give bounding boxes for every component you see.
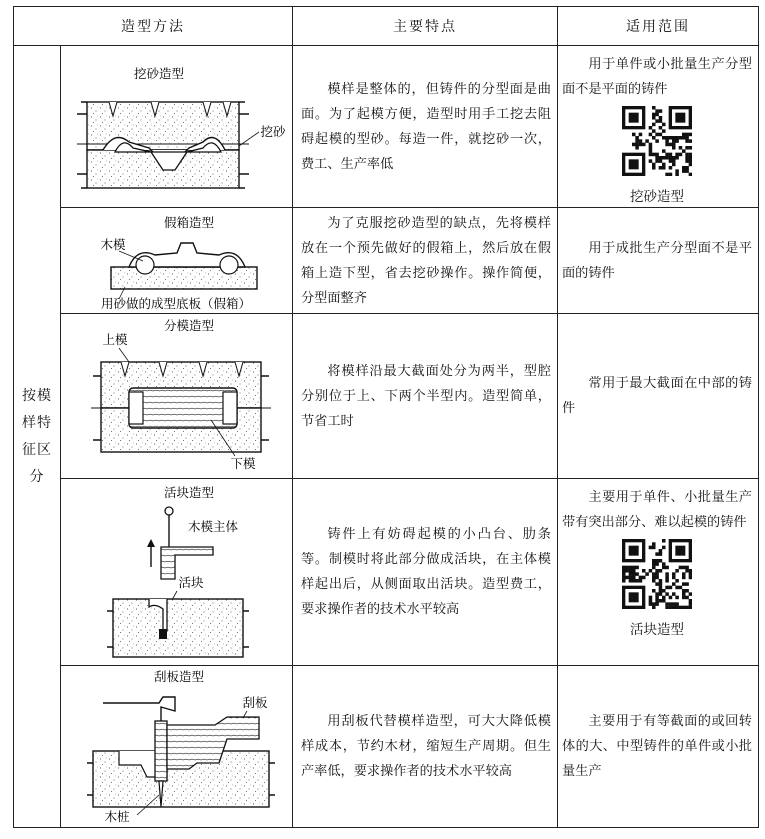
table-row [14, 314, 759, 479]
qr-caption: 挖砂造型 [630, 189, 684, 205]
scope-cell [558, 479, 759, 666]
qr-code-icon[interactable] [622, 539, 692, 609]
table-row [14, 479, 759, 666]
label-loose-piece: 活块 [177, 575, 204, 590]
scope-cell: 常用于最大截面在中部的铸件 [558, 314, 759, 479]
qr-caption: 活块造型 [630, 622, 684, 638]
label-upper-pattern: 上模 [101, 332, 128, 347]
label-pattern-body: 木模主体 [187, 519, 238, 534]
scope-cell [558, 46, 759, 208]
figure-dig-sand [61, 46, 293, 208]
figure-title: 挖砂造型 [133, 65, 184, 81]
scope-cell: 主要用于有等截面的或回转体的大、中型铸件的单件或小批量生产 [558, 666, 759, 828]
category-label: 按模样特征区分 [22, 387, 52, 485]
label-sweep-board: 刮板 [241, 694, 268, 710]
false-box-diagram [63, 209, 291, 313]
table-row [14, 208, 759, 314]
figure-loose-piece [61, 479, 293, 666]
qr-block[interactable] [562, 539, 752, 640]
sweep-diagram [63, 667, 291, 827]
category-cell [14, 46, 61, 828]
figure-sweep [61, 666, 293, 828]
scope-text: 用于单件或小批量生产分型面不是平面的铸件 [562, 57, 752, 97]
figure-split-pattern [61, 314, 293, 479]
label-lower-pattern: 下模 [229, 456, 256, 471]
table-row [14, 666, 759, 828]
method-table [13, 6, 759, 828]
features-cell: 铸件上有妨碍起模的小凸台、肋条等。制模时将此部分做成活块，在主体模样起出后，从侧面取出活块。造型费工，要求操作者的技术水平较高 [293, 479, 558, 666]
features-cell: 模样是整体的，但铸件的分型面是曲面。为了起模方便，造型时用手工挖去阻碍起模的型砂。每造一件，就挖砂一次，费工、生产率低 [293, 46, 558, 208]
figure-title: 刮板造型 [153, 668, 204, 684]
qr-block[interactable] [562, 106, 752, 207]
header-row [14, 7, 759, 46]
scope-text: 主要用于单件、小批量生产带有突出部分、难以起模的铸件 [562, 490, 752, 530]
header-method: 造型方法 [14, 7, 293, 46]
header-scope: 适用范围 [558, 7, 759, 46]
figure-title: 活块造型 [163, 485, 214, 500]
qr-code-icon[interactable] [622, 106, 692, 176]
table-row [14, 46, 759, 208]
figure-title: 分模造型 [163, 318, 214, 333]
features-cell: 将模样沿最大截面处分为两半，型腔分别位于上、下两个半型内。造型简单，节省工时 [293, 314, 558, 479]
figure-title: 假箱造型 [163, 214, 214, 230]
scope-cell: 用于成批生产分型面不是平面的铸件 [558, 208, 759, 314]
features-cell: 为了克服挖砂造型的缺点，先将模样放在一个预先做好的假箱上，然后放在假箱上造下型，省去挖砂操作。操作简便，分型面整齐 [293, 208, 558, 314]
dig-sand-diagram [63, 52, 291, 202]
split-pattern-diagram [63, 316, 291, 476]
figure-false-box [61, 208, 293, 314]
label-wooden-stake: 木桩 [103, 808, 130, 824]
header-features: 主要特点 [293, 7, 558, 46]
label-false-box: 用砂做的成型底板（假箱） [100, 295, 251, 311]
label-dig-sand: 挖砂 [259, 123, 286, 139]
loose-piece-diagram [63, 481, 291, 663]
features-cell: 用刮板代替模样造型，可大大降低模样成本，节约木材，缩短生产周期。但生产率低，要求操作者的技术水平较高 [293, 666, 558, 828]
label-wood-pattern: 木模 [99, 236, 126, 252]
